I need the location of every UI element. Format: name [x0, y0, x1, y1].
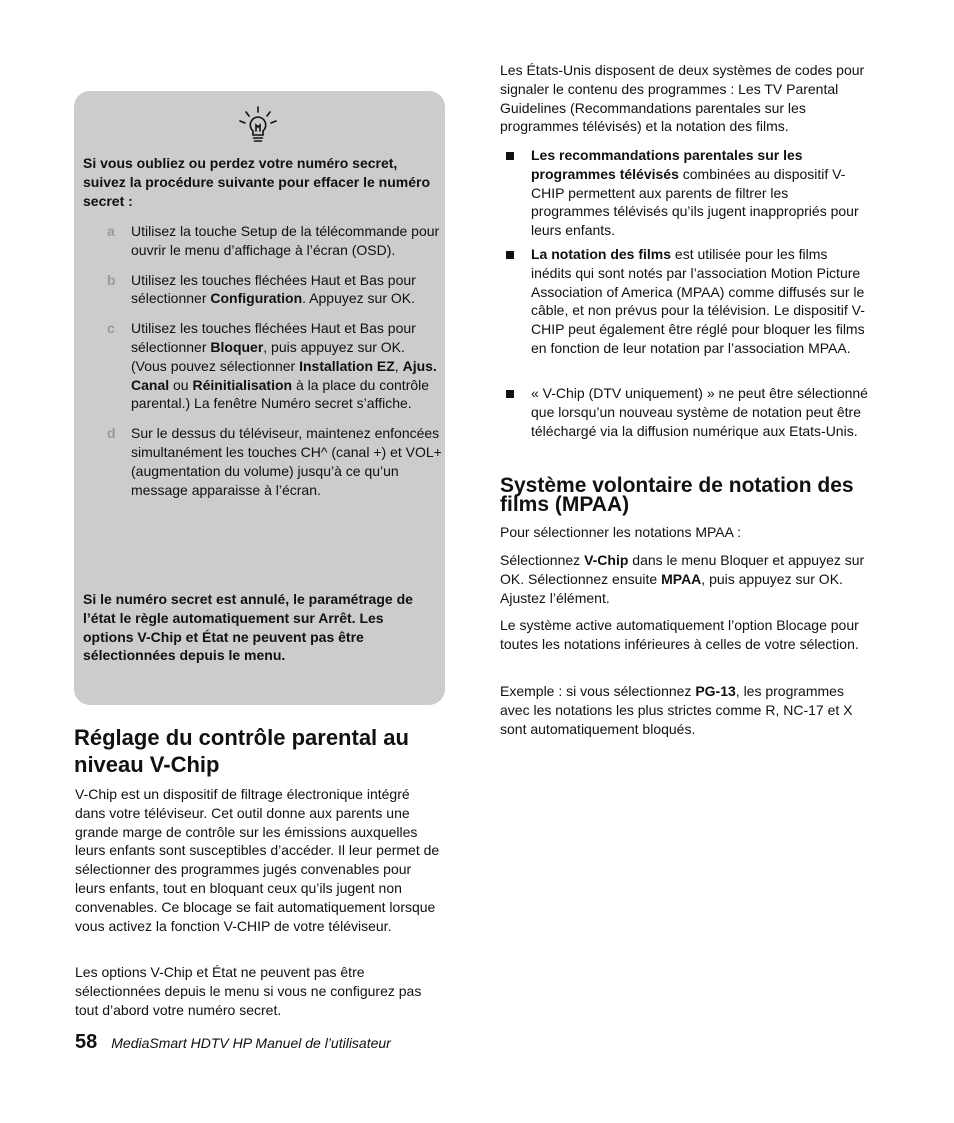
- step-text: Utilisez les touches fléchées Haut et Bas pour sélectionner Bloquer, puis appuyez sur OK. (Vous pouvez sélectionner Installation EZ, Ajus. Canal ou Réinitialisation à la place du contrôle parental.) La fenêtre Numéro secret s’affiche.: [131, 320, 437, 412]
- tip-heading: Si vous oubliez ou perdez votre numéro secret, suivez la procédure suivante pour effacer le numéro secret :: [83, 155, 430, 209]
- mpaa-subheading: Système volontaire de notation des films (MPAA): [500, 474, 854, 516]
- tip-footer: Si le numéro secret est annulé, le paramétrage de l’état le règle automatiquement sur Arrêt. Les options V-Chip et État ne peuvent pas être sélectionnées depuis le menu.: [83, 591, 413, 664]
- tip-steps: [83, 222, 443, 510]
- step-text: Utilisez la touche Setup de la télécommande pour ouvrir le menu d’affichage à l’écran (OSD).: [131, 223, 440, 258]
- bullet-square-icon: [506, 152, 514, 160]
- mpaa-paragraph-3: Le système active automatiquement l’option Blocage pour toutes les notations inférieures à celles de votre sélection.: [500, 617, 859, 652]
- bullet-square-icon: [506, 390, 514, 398]
- bullet-text: Les recommandations parentales sur les programmes télévisés combinées au dispositif V-CHIP permettent aux parents de filtrer les programmes télévisés qu’ils jugent inappropriés pour leurs enfants.: [531, 147, 859, 239]
- bullet-text: « V-Chip (DTV uniquement) » ne peut être sélectionné que lorsqu’un nouveau système de notation peut être téléchargé via la diffusion numérique aux Etats-Unis.: [531, 385, 868, 439]
- bullet-item: [500, 384, 870, 440]
- section-heading: Réglage du contrôle parental au niveau V-Chip: [74, 725, 409, 777]
- tip-step: [83, 319, 443, 413]
- step-letter: b: [107, 271, 116, 288]
- vchip-intro-paragraph: V-Chip est un dispositif de filtrage électronique intégré dans votre téléviseur. Cet outil donne aux parents une grande marge de contrôle sur les émissions auxquelles leurs enfants sont susceptibles d’accéder. Il leur permet de sélectionner des programmes jugés convenables pour leurs enfants, tout en bloquant ceux qu’ils jugent non convenables. Ce blocage se fait automatiquement lorsque vous activez la fonction V-CHIP de votre téléviseur.: [75, 786, 440, 934]
- mpaa-paragraph-2: Sélectionnez V-Chip dans le menu Bloquer et appuyez sur OK. Sélectionnez ensuite MPAA, puis appuyez sur OK. Ajustez l’élément.: [500, 552, 865, 606]
- page-footer: [75, 1033, 391, 1053]
- vchip-note-paragraph: Les options V-Chip et État ne peuvent pas être sélectionnées depuis le menu si vous ne configurez pas tout d’abord votre numéro secret.: [75, 964, 422, 1018]
- step-letter: d: [107, 425, 116, 442]
- lightbulb-icon: [236, 104, 280, 148]
- tip-step: [83, 271, 443, 309]
- step-letter: a: [107, 223, 115, 239]
- page-number: 58: [75, 1031, 98, 1053]
- step-text: Sur le dessus du téléviseur, maintenez enfoncées simultanément les touches CH^ (canal +) et VOL+ (augmentation du volume) jusqu’à ce qu’un message apparaisse à l’écran.: [131, 425, 442, 498]
- step-letter: c: [107, 320, 115, 337]
- mpaa-paragraph-4: Exemple : si vous sélectionnez PG-13, les programmes avec les notations les plus strictes comme R, NC-17 et X sont automatiquement bloqués.: [500, 683, 853, 737]
- rating-systems-intro: Les États-Unis disposent de deux systèmes de codes pour signaler le contenu des programmes : Les TV Parental Guidelines (Recommandations parentales sur les programmes télévisés) et la notation des films.: [500, 62, 865, 135]
- bullet-square-icon: [506, 251, 514, 259]
- tip-step: [83, 222, 443, 260]
- mpaa-paragraph-1: Pour sélectionner les notations MPAA :: [500, 524, 741, 540]
- bullet-item: [500, 146, 870, 240]
- bullet-item: [500, 245, 870, 358]
- manual-title: MediaSmart HDTV HP Manuel de l’utilisateur: [111, 1035, 391, 1051]
- step-text: Utilisez les touches fléchées Haut et Bas pour sélectionner Configuration. Appuyez sur OK.: [131, 271, 416, 307]
- tip-step: [83, 424, 443, 499]
- bullet-text: La notation des films est utilisée pour les films inédits qui sont notés par l’association Motion Picture Association of America (MPAA) comme diffusés sur le câble, et non prévus pour la télévision. Le dispositif V-CHIP peut également être réglé pour bloquer les films en fonction de leur notation par l’association MPAA.: [531, 246, 865, 356]
